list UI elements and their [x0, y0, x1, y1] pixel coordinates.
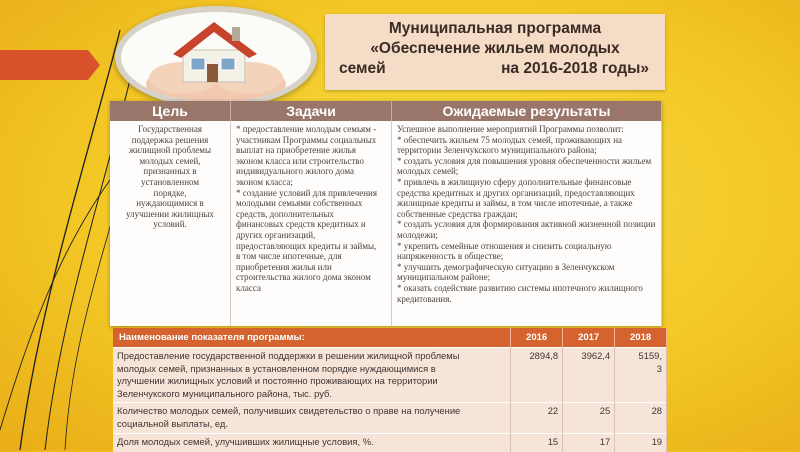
value-2017: 25: [563, 403, 615, 433]
result-line: * укрепить семейные отношения и снизить социальную: [397, 240, 612, 251]
result-line: * оказать содействие развитию системы ипотечного жилищного: [397, 282, 643, 293]
task-line: * предоставление молодым семьям -: [236, 124, 377, 134]
indicator-name: [113, 403, 511, 433]
task-line: класса: [236, 282, 261, 293]
header-tasks: Задачи: [231, 101, 392, 121]
task-line: эконом класса;: [236, 176, 293, 187]
indicator-line: Количество молодых семей, получивших свидетельство о праве на получение: [117, 405, 461, 417]
task-line: финансовых средств кредитных и: [236, 219, 366, 230]
task-line: индивидуального жилого дома: [236, 166, 355, 177]
program-title: [325, 14, 665, 90]
title-line-1: Муниципальная программа: [388, 20, 602, 37]
result-line: * создать условия для формирования активной жизненной позиции: [397, 219, 656, 230]
task-line: эконом класса или строительство: [236, 155, 364, 166]
task-line: молодыми семьями собственных: [236, 198, 363, 209]
metrics-table: [113, 328, 667, 452]
result-line: молодежи;: [397, 229, 438, 240]
indicator-line: молодых семей, признанных в установленном порядке нуждающимися в: [117, 362, 436, 374]
task-line: выплат на приобретение жилья: [236, 145, 356, 156]
indicator-line: Предоставление государственной поддержки в решении жилищной проблемы: [117, 350, 460, 361]
result-line: территории Зеленчукского муниципального района;: [397, 145, 597, 156]
task-line: других организаций,: [236, 229, 316, 240]
house-in-hands-icon: [115, 6, 317, 108]
value-2017: 17: [563, 433, 615, 452]
value-2018-line: 5159,: [638, 350, 662, 361]
result-line: кредитования.: [397, 293, 452, 304]
indicator-line: Доля молодых семей, улучшивших жилищные условия, %.: [117, 435, 374, 447]
goal-line: порядке,: [153, 187, 187, 198]
value-2018: [615, 348, 667, 403]
goals-table: [110, 101, 662, 326]
goal-line: условий.: [153, 219, 187, 230]
result-line: * обеспечить жильем 75 молодых семей, проживающих на: [397, 134, 623, 145]
goal-line: нуждающимися в: [136, 198, 204, 209]
tasks-cell: [231, 121, 392, 326]
table-row: [113, 348, 667, 403]
results-cell: [392, 121, 662, 326]
value-2016: 2894,8: [511, 348, 563, 403]
task-line: в том числе ипотечные, для: [236, 251, 342, 262]
indicator-line: улучшении жилищных условий и постоянно проживающих на территории: [117, 375, 438, 387]
task-line: участникам Программы социальных: [236, 134, 377, 145]
goals-content-row: [110, 121, 662, 326]
result-line: средства кредитных и других организаций, предоставляющих: [397, 187, 635, 198]
metrics-header-row: [113, 328, 667, 348]
task-line: * создание условий для привлечения: [236, 187, 377, 198]
result-line: Успешное выполнение мероприятий Программы позволит:: [397, 124, 624, 134]
goal-line: улучшении жилищных: [126, 208, 214, 219]
table-row: [113, 403, 667, 433]
value-2018: [615, 433, 667, 452]
goals-header-row: [110, 101, 662, 121]
header-2016: 2016: [511, 328, 563, 348]
result-line: * создать условия для повышения уровня обеспеченности жильем: [397, 155, 652, 166]
task-line: предоставляющих кредиты и займы,: [236, 240, 377, 251]
result-line: жилищные кредиты и займы, в том числе ипотечные, а также: [397, 198, 633, 209]
title-line-2: «Обеспечение жильем молодых: [370, 40, 620, 57]
header-goal: Цель: [110, 101, 231, 121]
task-line: приобретения жилья или: [236, 261, 332, 272]
value-2018-line: 28: [651, 405, 662, 417]
header-results: Ожидаемые результаты: [392, 101, 662, 121]
result-line: напряженность в обществе;: [397, 251, 504, 262]
goal-cell: [110, 121, 231, 326]
value-2018-line: 19: [651, 435, 662, 447]
header-indicator-name: Наименование показателя программы:: [113, 328, 511, 348]
goal-line: Государственная: [138, 124, 202, 134]
goal-line: признанных в: [143, 166, 197, 177]
indicator-line: социальной выплаты, ед.: [117, 417, 229, 429]
value-2018-line: 3: [656, 362, 662, 374]
title-line-3-left: семей: [339, 60, 386, 77]
goal-line: жилищной проблемы: [128, 145, 212, 156]
value-2016: 22: [511, 403, 563, 433]
header-2017: 2017: [563, 328, 615, 348]
table-row: [113, 433, 667, 452]
result-line: собственные средства граждан;: [397, 208, 518, 219]
header-2018: 2018: [615, 328, 667, 348]
task-line: строительства жилого дома эконом: [236, 272, 371, 283]
value-2018: [615, 403, 667, 433]
value-2017: 3962,4: [563, 348, 615, 403]
goal-line: молодых семей,: [139, 155, 201, 166]
result-line: * улучшить демографическую ситуацию в Зеленчукском: [397, 261, 615, 272]
task-line: средств, дополнительных: [236, 208, 334, 219]
goal-line: установленном: [140, 176, 200, 187]
result-line: * привлечь в жилищную сферу дополнительные финансовые: [397, 176, 632, 187]
result-line: молодых семей;: [397, 166, 459, 177]
value-2016: 15: [511, 433, 563, 452]
accent-ribbon: [0, 50, 100, 80]
title-line-3: [325, 59, 665, 79]
title-line-3-right: на 2016-2018 годы»: [501, 60, 649, 77]
indicator-name: [113, 433, 511, 452]
indicator-line: Зеленчукского муниципального района, тыс. руб.: [117, 387, 332, 399]
result-line: муниципальном районе;: [397, 272, 491, 283]
indicator-name: [113, 348, 511, 403]
goal-line: поддержка решения: [131, 134, 209, 145]
